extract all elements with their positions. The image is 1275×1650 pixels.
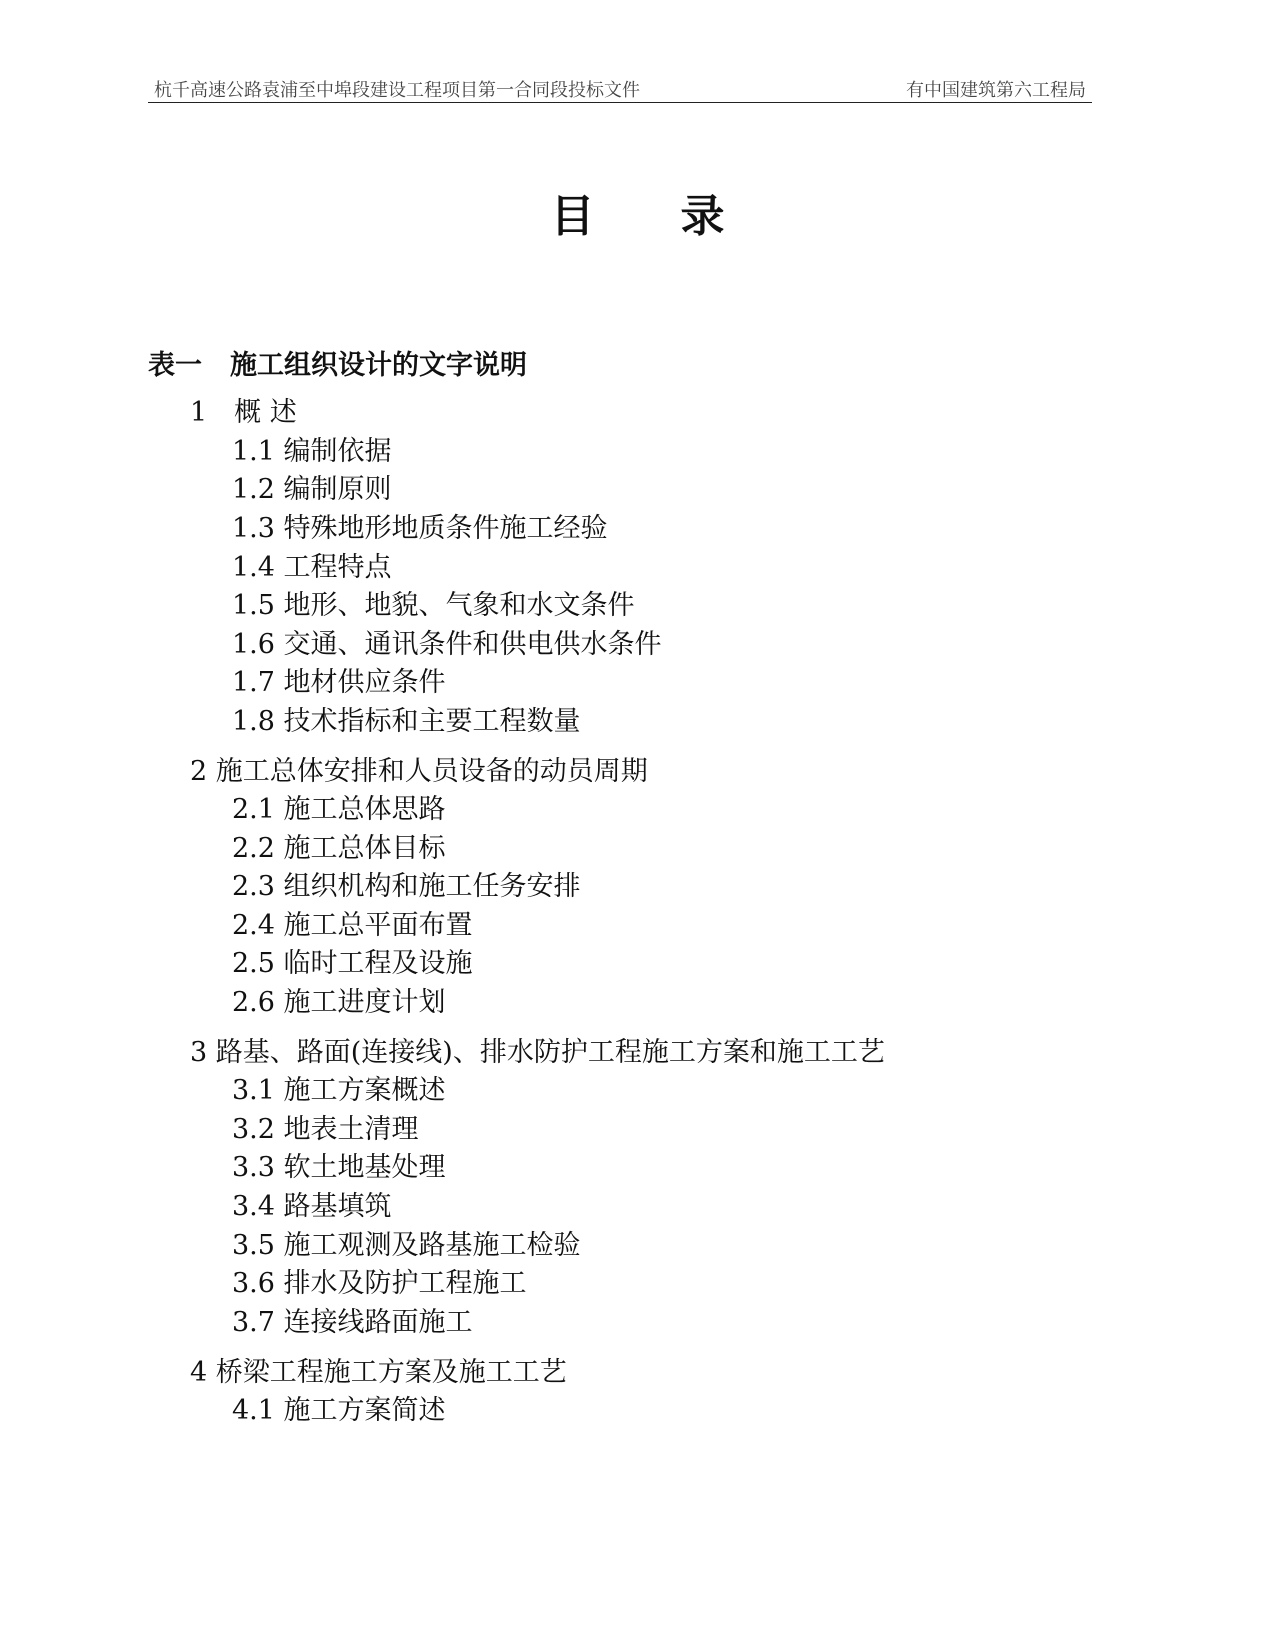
toc-item[interactable]: 2.5 临时工程及设施 <box>232 948 473 979</box>
section-label: 表一 <box>148 350 202 381</box>
page-header <box>148 76 1092 103</box>
toc-item[interactable]: 3.4 路基填筑 <box>232 1191 392 1222</box>
toc-item[interactable]: 1.1 编制依据 <box>232 436 392 467</box>
toc-item[interactable]: 3 路基、路面(连接线)、排水防护工程施工方案和施工工艺 <box>190 1037 885 1068</box>
toc-item[interactable]: 4 桥梁工程施工方案及施工工艺 <box>190 1357 567 1388</box>
toc-item[interactable]: 1.8 技术指标和主要工程数量 <box>232 706 581 737</box>
header-document-title: 杭千高速公路袁浦至中埠段建设工程项目第一合同段投标文件 <box>154 80 640 101</box>
toc-item[interactable]: 1 概 述 <box>190 397 297 428</box>
title-char-1: 目 <box>550 191 595 242</box>
toc-item[interactable]: 3.5 施工观测及路基施工检验 <box>232 1230 581 1261</box>
toc-item[interactable]: 3.7 连接线路面施工 <box>232 1307 473 1338</box>
toc-item[interactable]: 2.6 施工进度计划 <box>232 987 446 1018</box>
toc-item[interactable]: 2.3 组织机构和施工任务安排 <box>232 871 581 902</box>
toc-item[interactable]: 1.3 特殊地形地质条件施工经验 <box>232 513 608 544</box>
header-company: 有中国建筑第六工程局 <box>906 80 1086 101</box>
toc-item[interactable]: 3.6 排水及防护工程施工 <box>232 1268 527 1299</box>
toc-item[interactable]: 1.6 交通、通讯条件和供电供水条件 <box>232 629 662 660</box>
toc-item[interactable]: 2 施工总体安排和人员设备的动员周期 <box>190 756 648 787</box>
toc-item[interactable]: 1.2 编制原则 <box>232 474 392 505</box>
page-title <box>0 180 1275 244</box>
title-char-2: 录 <box>680 191 725 242</box>
section-text: 施工组织设计的文字说明 <box>230 350 527 381</box>
toc-item[interactable]: 1.7 地材供应条件 <box>232 667 446 698</box>
toc-item[interactable]: 3.1 施工方案概述 <box>232 1075 446 1106</box>
toc-item[interactable]: 3.3 软土地基处理 <box>232 1152 446 1183</box>
toc-item[interactable]: 4.1 施工方案简述 <box>232 1395 446 1426</box>
toc-item[interactable]: 2.4 施工总平面布置 <box>232 910 473 941</box>
section-heading <box>148 343 527 382</box>
toc-item[interactable]: 2.1 施工总体思路 <box>232 794 446 825</box>
toc-item[interactable]: 1.4 工程特点 <box>232 552 392 583</box>
toc-item[interactable]: 1.5 地形、地貌、气象和水文条件 <box>232 590 635 621</box>
toc-item[interactable]: 3.2 地表土清理 <box>232 1114 419 1145</box>
toc-item[interactable]: 2.2 施工总体目标 <box>232 833 446 864</box>
